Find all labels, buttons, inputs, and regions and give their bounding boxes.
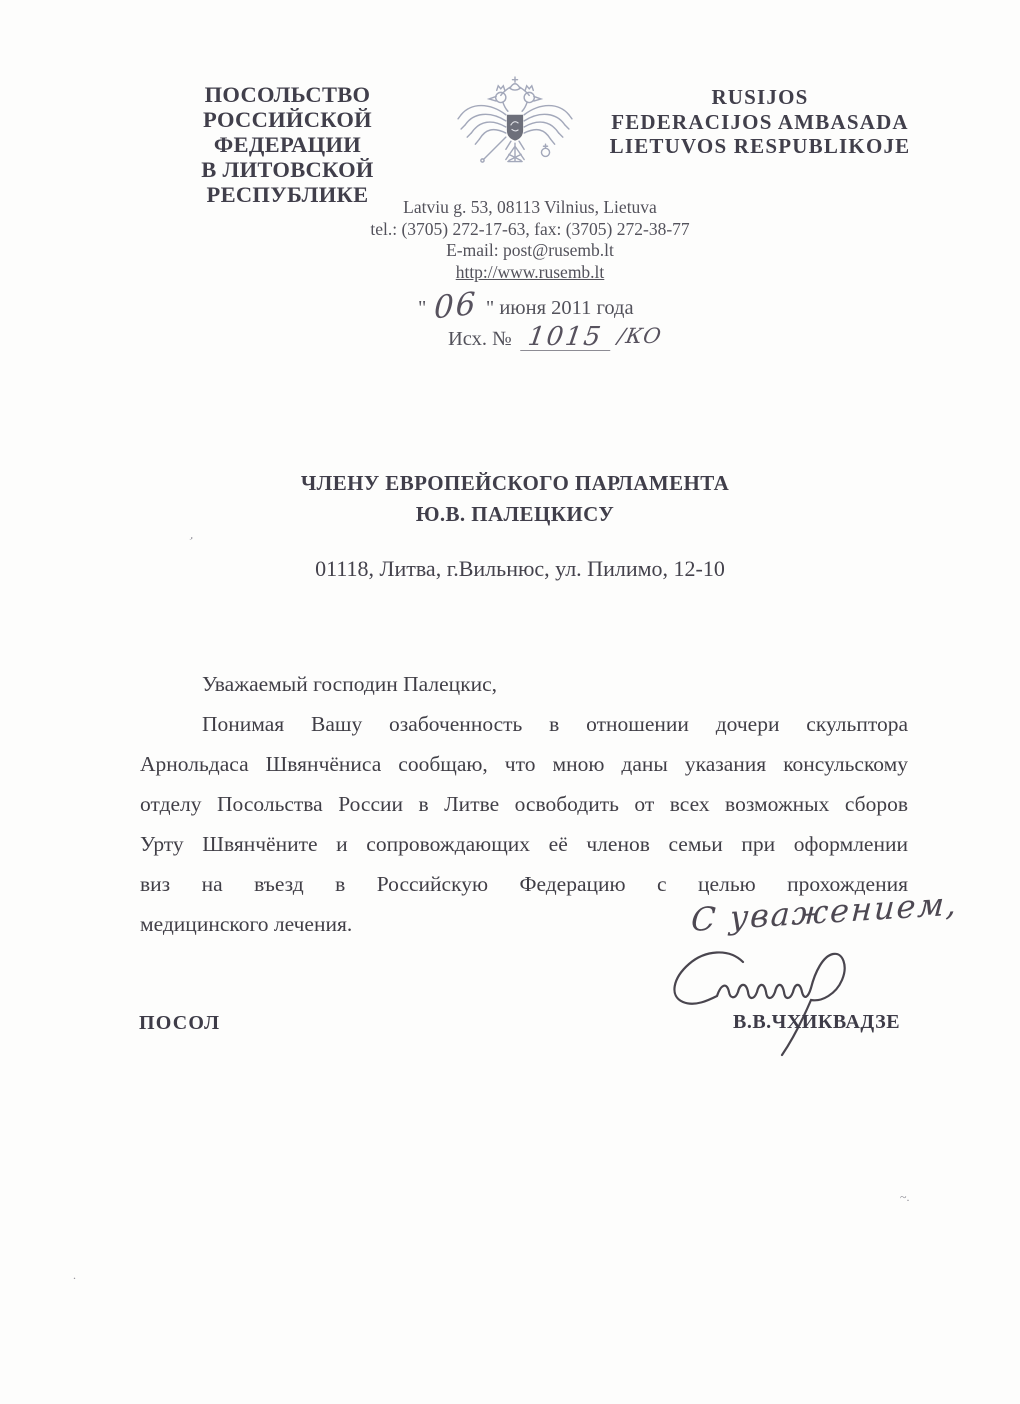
letterhead-russian-line2: РОССИЙСКОЙ ФЕДЕРАЦИИ	[203, 107, 372, 157]
letterhead-lithuanian	[600, 85, 920, 159]
date-quote-open: "	[418, 297, 427, 319]
addressee-block	[245, 468, 785, 529]
body-line: виз на въезд в Российскую Федерацию с целью прохождения	[140, 872, 908, 896]
body-line: Понимая Вашу озабоченность в отношении дочери скульптора	[202, 712, 908, 736]
addressee-position: ЧЛЕНУ ЕВРОПЕЙСКОГО ПАРЛАМЕНТА	[300, 471, 730, 495]
ambassador-name: В.В.ЧХИКВАДЗЕ	[733, 1011, 901, 1033]
reference-number-line	[448, 322, 664, 352]
addressee-name: Ю.В. ПАЛЕЦКИСУ	[415, 501, 615, 526]
embassy-website-url: http://www.rusemb.lt	[455, 261, 605, 282]
date-line	[418, 285, 634, 327]
body-line: Арнольдаса Швянчёниса сообщаю, что мною даны указания консульскому	[140, 752, 908, 776]
scan-speck: .	[73, 1268, 76, 1282]
date-quote-close: "	[485, 297, 495, 319]
body-line: отделу Посольства России в Литве освободить от всех возможных сборов	[140, 792, 908, 816]
letterhead-lithuanian-line3: LIETUVOS RESPUBLIKOJE	[609, 134, 911, 158]
russian-coat-of-arms-icon	[455, 74, 575, 191]
letterhead-russian-line3: В ЛИТОВСКОЙ РЕСПУБЛИКЕ	[201, 157, 374, 207]
embassy-phone-fax: tel.: (3705) 272-17-63, fax: (3705) 272-38-77	[370, 218, 690, 239]
body-line: Урту Швянчёните и сопровождающих её членов семьи при оформлении	[140, 832, 908, 856]
salutation-line: Уважаемый господин Палецкис,	[202, 672, 498, 696]
handwritten-reference-number: 1015	[520, 325, 614, 351]
addressee-postal-address: 01118, Литва, г.Вильнюс, ул. Пилимо, 12-10	[315, 556, 725, 581]
letterhead-russian	[130, 82, 445, 207]
reference-label: Исх. №	[448, 328, 512, 350]
handwritten-signature	[665, 940, 915, 1080]
letterhead-russian-line1: ПОСОЛЬСТВО	[204, 82, 371, 107]
embassy-email: E-mail: post@rusemb.lt	[446, 240, 614, 260]
handwritten-closing: С уважением,	[690, 884, 960, 939]
letterhead-lithuanian-line1: RUSIJOS	[711, 85, 809, 109]
embassy-contact-block	[270, 197, 790, 283]
letterhead-lithuanian-line2: FEDERACIJOS AMBASADA	[611, 109, 909, 134]
body-line: медицинского лечения.	[140, 912, 353, 936]
handwritten-reference-suffix: /КО	[615, 324, 664, 348]
ambassador-title: ПОСОЛ	[139, 1012, 221, 1034]
date-text: июня 2011 года	[499, 297, 634, 319]
handwritten-day: 06	[433, 285, 479, 327]
scan-speck: ~.	[900, 1190, 910, 1204]
embassy-street-address: Latviu g. 53, 08113 Vilnius, Lietuva	[403, 197, 657, 217]
scan-speck: ,	[188, 528, 200, 542]
